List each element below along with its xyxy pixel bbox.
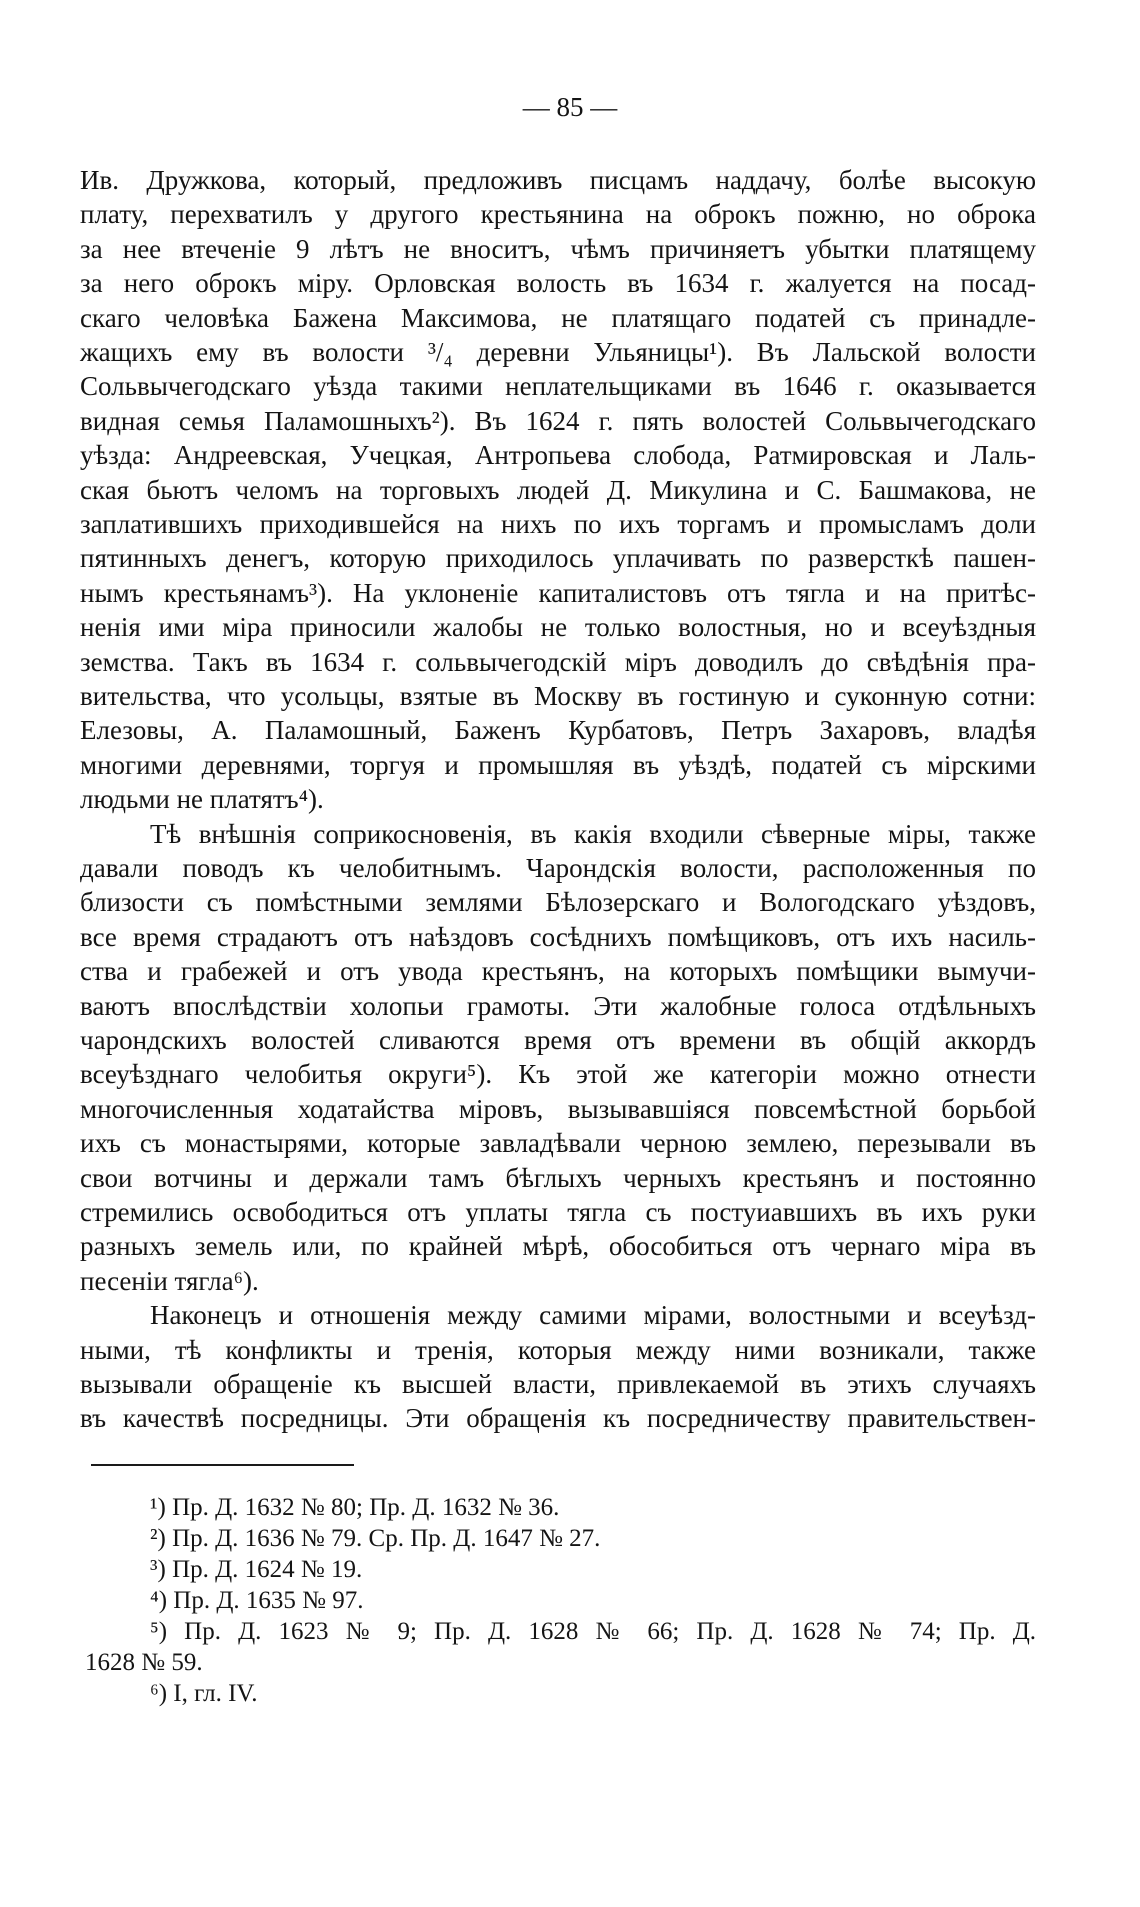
paragraph-2-line: ихъ съ монастырями, которые завладѣвали черною землею, перезывали въ xyxy=(80,1128,1036,1159)
paragraph-2-line: ваютъ впослѣдствіи холопьи грамоты. Эти жалобные голоса отдѣльныхъ xyxy=(80,990,1036,1021)
paragraph-2-line: чарондскихъ волостей сливаются время отъ времени въ общій аккордъ xyxy=(80,1025,1036,1055)
paragraph-1-line: уѣзда: Андреевская, Учецкая, Антропьева слобода, Ратмировская и Лаль- xyxy=(80,440,1036,471)
paragraph-2-line: стремились освободиться отъ уплаты тягла съ постуиавшихъ въ ихъ руки xyxy=(80,1197,1036,1227)
paragraph-1-line: Ив. Дружкова, который, предложивъ писцамъ наддачу, болѣе высокую xyxy=(80,165,1036,195)
paragraph-3-line: въ качествѣ посредницы. Эти обращенія къ посредничеству правительствен- xyxy=(80,1403,1036,1434)
paragraph-1-line: за нее втеченіе 9 лѣтъ не вноситъ, чѣмъ причиняетъ убытки платящему xyxy=(80,233,1036,264)
paragraph-3-line: вызывали обращеніе къ высшей власти, привлекаемой въ этихъ случаяхъ xyxy=(80,1369,1036,1399)
footnote-2: ²) Пр. Д. 1636 № 79. Ср. Пр. Д. 1647 № 27. xyxy=(150,1525,601,1552)
paragraph-2-line: разныхъ земель или, по крайней мѣрѣ, обособиться отъ чернаго міра въ xyxy=(80,1231,1036,1262)
paragraph-2-line: многочисленныя ходатайства міровъ, вызывавшіяся повсемѣстной борьбой xyxy=(80,1093,1036,1124)
paragraph-1-line: Елезовы, А. Паламошный, Баженъ Курбатовъ, Петръ Захаровъ, владѣя xyxy=(80,715,1036,746)
footnote-3: ³) Пр. Д. 1624 № 19. xyxy=(150,1556,363,1583)
footnote-5: ⁵) Пр. Д. 1623 № 9; Пр. Д. 1628 № 66; Пр. Д. 1628 № 74; Пр. Д. xyxy=(150,1618,1036,1645)
paragraph-2-line: песеніи тягла⁶). xyxy=(80,1265,259,1296)
paragraph-3-line: ными, тѣ конфликты и тренія, которыя между ними возникали, также xyxy=(80,1334,1036,1365)
paragraph-1-line: нымъ крестьянамъ³). На уклоненіе капиталистовъ отъ тягла и на притѣс- xyxy=(80,577,1036,608)
footnote-divider xyxy=(91,1464,354,1466)
paragraph-2-line: ства и грабежей и отъ увода крестьянъ, на которыхъ помѣщики вымучи- xyxy=(80,956,1036,987)
paragraph-1-line: плату, перехватилъ у другого крестьянина на оброкъ пожню, но оброка xyxy=(80,199,1036,230)
paragraph-2-line: близости съ помѣстными землями Бѣлозерскаго и Вологодскаго уѣздовъ, xyxy=(80,887,1036,918)
paragraph-1-line: земства. Такъ въ 1634 г. сольвычегодскій міръ доводилъ до свѣдѣнія пра- xyxy=(80,646,1036,677)
paragraph-1-line: заплатившихъ приходившейся на нихъ по ихъ торгамъ и промысламъ доли xyxy=(80,509,1036,539)
paragraph-1-line: за него оброкъ міру. Орловская волость въ 1634 г. жалуется на посад- xyxy=(80,268,1036,299)
paragraph-1-line: ская бьютъ челомъ на торговыхъ людей Д. Микулина и С. Башмакова, не xyxy=(80,474,1036,505)
footnote-6: ⁶) I, гл. IV. xyxy=(150,1680,258,1707)
footnote-4: ⁴) Пр. Д. 1635 № 97. xyxy=(150,1587,364,1614)
paragraph-1-line: людьми не платятъ⁴). xyxy=(80,784,324,815)
paragraph-2-line: Тѣ внѣшнія соприкосновенія, въ какія входили сѣверные міры, также xyxy=(150,818,1036,849)
paragraph-1-line: жащихъ ему въ волости ³/₄ деревни Ульяницы¹). Въ Лальской волости xyxy=(80,337,1036,367)
paragraph-1-line: пятинныхъ денегъ, которую приходилось уплачивать по разверсткѣ пашен- xyxy=(80,543,1036,574)
footnote-5: 1628 № 59. xyxy=(85,1649,203,1676)
paragraph-2-line: давали поводъ къ челобитнымъ. Чарондскія волости, расположенныя по xyxy=(80,853,1036,883)
paragraph-2-line: все время страдаютъ отъ наѣздовъ сосѣднихъ помѣщиковъ, отъ ихъ насиль- xyxy=(80,921,1036,952)
paragraph-1-line: вительства, что усольцы, взятые въ Москву въ гостиную и суконную сотни: xyxy=(80,681,1036,711)
paragraph-2-line: всеуѣзднаго челобитья округи⁵). Къ этой же категоріи можно отнести xyxy=(80,1059,1036,1090)
footnote-1: ¹) Пр. Д. 1632 № 80; Пр. Д. 1632 № 36. xyxy=(150,1494,560,1521)
paragraph-1-line: скаго человѣка Бажена Максимова, не платящаго податей съ принадле- xyxy=(80,302,1036,333)
paragraph-1-line: ненія ими міра приносили жалобы не только волостныя, но и всеуѣздныя xyxy=(80,612,1036,643)
paragraph-1-line: Сольвычегодскаго уѣзда такими неплательщиками въ 1646 г. оказывается xyxy=(80,371,1036,402)
paragraph-2-line: свои вотчины и держали тамъ бѣглыхъ черныхъ крестьянъ и постоянно xyxy=(80,1162,1036,1193)
paragraph-3-line: Наконецъ и отношенія между самими мірами, волостными и всеуѣзд- xyxy=(150,1300,1036,1331)
paragraph-1-line: многими деревнями, торгуя и промышляя въ уѣздѣ, податей съ мірскими xyxy=(80,749,1036,780)
paragraph-1-line: видная семья Паламошныхъ²). Въ 1624 г. пять волостей Сольвычегодскаго xyxy=(80,405,1036,436)
page-number: — 85 — xyxy=(522,92,618,122)
